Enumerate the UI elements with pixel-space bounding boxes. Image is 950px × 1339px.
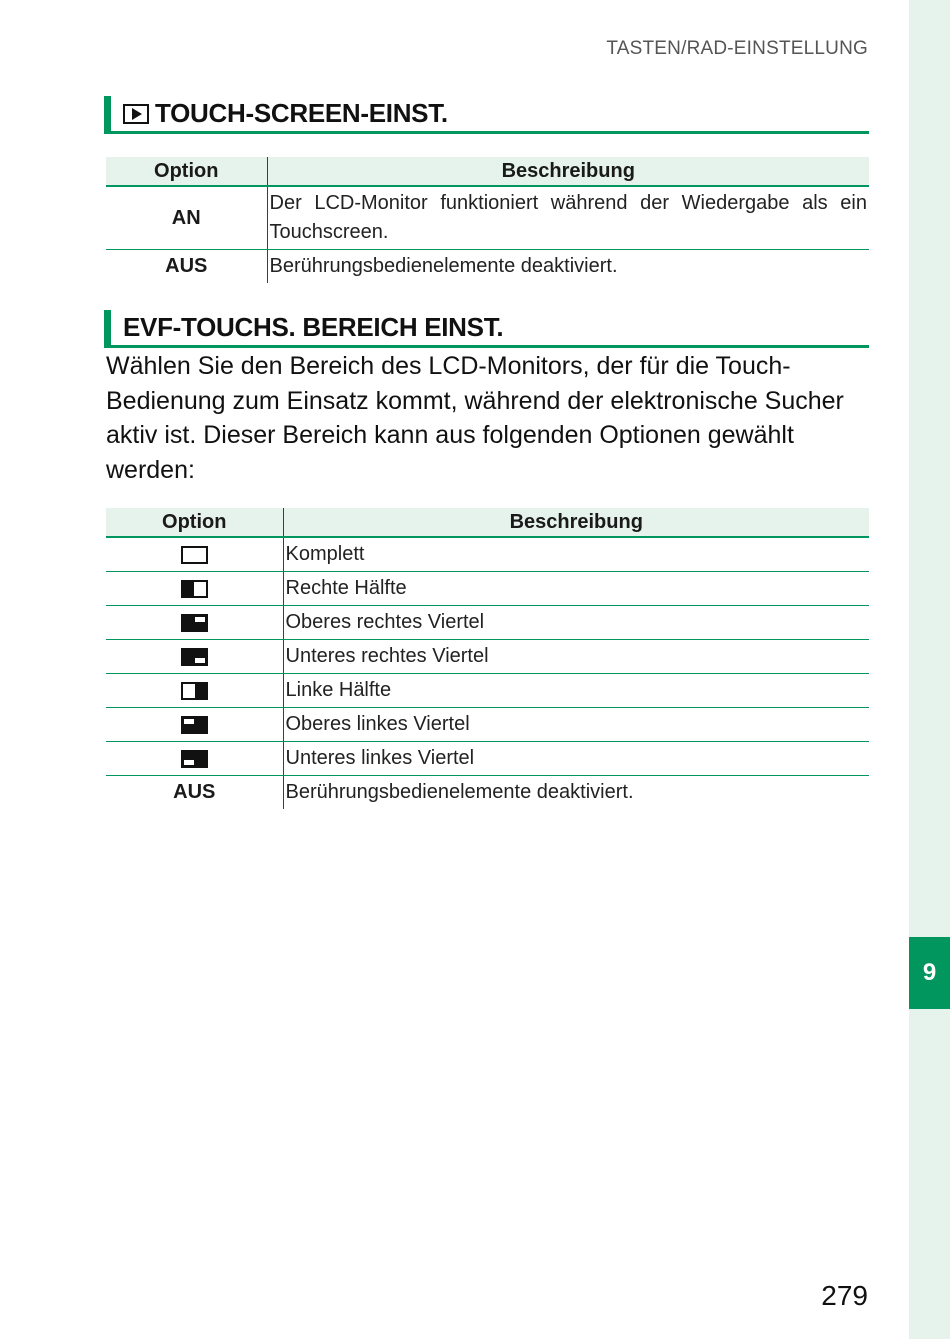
table-row — [106, 537, 869, 572]
table-row — [106, 640, 869, 674]
table-row — [106, 250, 869, 284]
column-header-option: Option — [106, 157, 267, 186]
table-row — [106, 674, 869, 708]
intro-paragraph: Wählen Sie den Bereich des LCD-Monitors, der für die Touch-Bedienung zum Einsatz kommt, während der elektronische Sucher aktiv ist. Dieser Bereich kann aus folgenden Optionen gewählt werden: — [106, 352, 844, 484]
section-heading-touch-screen — [104, 96, 869, 134]
table-header-row — [106, 157, 869, 186]
description-cell: Unteres linkes Viertel — [283, 742, 869, 776]
option-cell: AN — [106, 186, 267, 250]
area-lower-left-icon — [181, 750, 208, 768]
column-header-description: Beschreibung — [283, 508, 869, 537]
option-cell: AUS — [106, 776, 283, 810]
chapter-number: 9 — [922, 959, 937, 986]
column-header-description: Beschreibung — [267, 157, 869, 186]
area-full-icon — [181, 546, 208, 564]
playback-icon — [123, 104, 149, 124]
description-cell: Oberes linkes Viertel — [283, 708, 869, 742]
area-lower-right-icon — [181, 648, 208, 666]
table-row — [106, 776, 869, 810]
chapter-tab — [909, 937, 950, 1009]
heading-accent-bar — [104, 96, 111, 132]
description-cell: Oberes rechtes Viertel — [283, 606, 869, 640]
area-upper-left-icon — [181, 716, 208, 734]
table-row — [106, 742, 869, 776]
touch-screen-table — [106, 157, 869, 283]
area-left-half-icon — [181, 682, 208, 700]
table-row — [106, 186, 869, 250]
heading-accent-bar — [104, 310, 111, 346]
running-header: TASTEN/RAD-EINSTELLUNG — [606, 38, 868, 59]
page-number: 279 — [821, 1280, 868, 1311]
section-title: EVF-TOUCHS. BEREICH EINST. — [123, 312, 504, 342]
description-cell: Berührungsbedienelemente deaktiviert. — [269, 255, 618, 277]
description-cell: Linke Hälfte — [283, 674, 869, 708]
section-title: TOUCH-SCREEN-EINST. — [155, 98, 448, 128]
area-right-half-icon — [181, 580, 208, 598]
column-header-option: Option — [106, 508, 283, 537]
description-cell: Der LCD-Monitor funktioniert während der Wiedergabe als ein Touchscreen. — [267, 186, 869, 250]
section-heading-evf-touch — [104, 310, 869, 348]
description-cell: Unteres rechtes Viertel — [283, 640, 869, 674]
area-upper-right-icon — [181, 614, 208, 632]
table-row — [106, 572, 869, 606]
description-cell: Komplett — [283, 537, 869, 572]
description-cell: Berührungsbedienelemente deaktiviert. — [285, 781, 634, 803]
side-strip — [909, 0, 950, 1339]
option-cell: AUS — [106, 250, 267, 284]
table-row — [106, 708, 869, 742]
evf-touch-area-table — [106, 508, 869, 809]
description-cell: Rechte Hälfte — [283, 572, 869, 606]
table-row — [106, 606, 869, 640]
table-header-row — [106, 508, 869, 537]
